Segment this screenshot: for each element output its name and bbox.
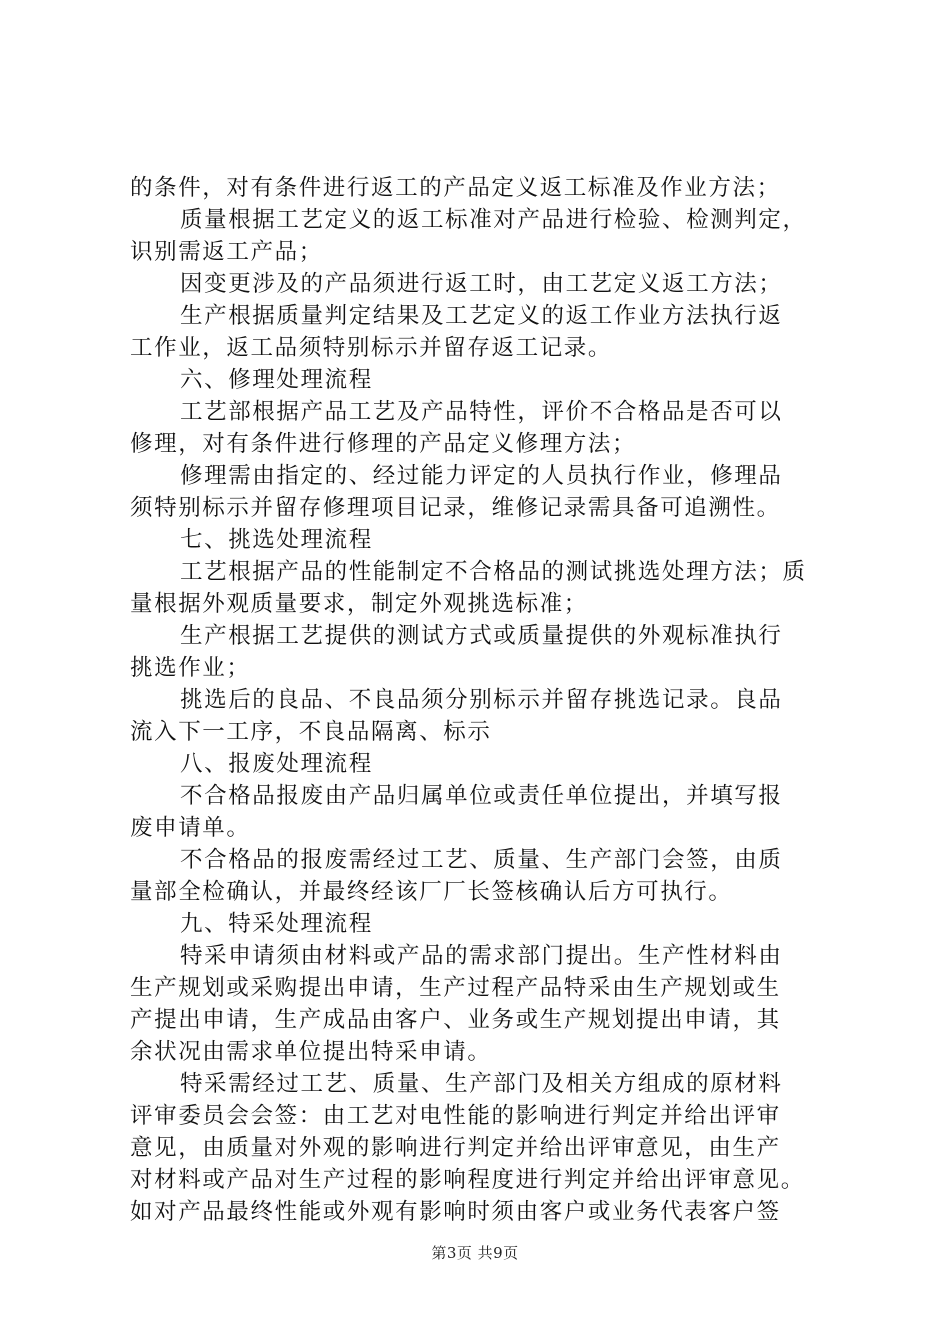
text-line: 意见，由质量对外观的影响进行判定并给出评审意见，由生产 [130,1135,781,1161]
section-heading: 七、挑选处理流程 [180,527,373,553]
text-line: 工作业，返工品须特别标示并留存返工记录。 [130,335,613,361]
text-line: 因变更涉及的产品须进行返工时，由工艺定义返工方法； [180,271,783,297]
text-line: 识别需返工产品； [130,239,323,265]
text-line: 生产规划或采购提出申请，生产过程产品特采由生产规划或生 [130,975,781,1001]
text-line: 流入下一工序，不良品隔离、标示 [130,719,492,745]
text-line: 挑选作业； [130,655,251,681]
text-line: 的条件，对有条件进行返工的产品定义返工标准及作业方法； [130,175,781,201]
text-line: 废申请单。 [130,815,251,841]
section-heading: 九、特采处理流程 [180,911,373,937]
section-heading: 八、报废处理流程 [180,751,373,777]
text-line: 特采需经过工艺、质量、生产部门及相关方组成的原材料 [180,1071,783,1097]
text-line: 生产根据工艺提供的测试方式或质量提供的外观标准执行 [180,623,783,649]
text-line: 对材料或产品对生产过程的影响程度进行判定并给出评审意见。 [130,1167,805,1193]
text-line: 质量根据工艺定义的返工标准对产品进行检验、检测判定， [180,207,807,233]
text-line: 余状况由需求单位提出特采申请。 [130,1039,492,1065]
text-line: 量根据外观质量要求，制定外观挑选标准； [130,591,588,617]
text-line: 须特别标示并留存修理项目记录，维修记录需具备可追溯性。 [130,495,781,521]
text-line: 评审委员会会签：由工艺对电性能的影响进行判定并给出评审 [130,1103,781,1129]
text-line: 修理，对有条件进行修理的产品定义修理方法； [130,431,637,457]
text-line: 量部全检确认，并最终经该厂厂长签核确认后方可执行。 [130,879,733,905]
page-number-footer: 第3页 共9页 [431,1244,519,1262]
text-line: 挑选后的良品、不良品须分别标示并留存挑选记录。良品 [180,687,783,713]
text-line: 修理需由指定的、经过能力评定的人员执行作业，修理品 [180,463,783,489]
document-body [130,172,830,1228]
text-line: 工艺部根据产品工艺及产品特性，评价不合格品是否可以 [180,399,783,425]
text-line: 如对产品最终性能或外观有影响时须由客户或业务代表客户签 [130,1199,781,1225]
text-line: 产提出申请，生产成品由客户、业务或生产规划提出申请，其 [130,1007,781,1033]
text-line: 特采申请须由材料或产品的需求部门提出。生产性材料由 [180,943,783,969]
text-line: 不合格品报废由产品归属单位或责任单位提出，并填写报 [180,783,783,809]
text-line: 生产根据质量判定结果及工艺定义的返工作业方法执行返 [180,303,783,329]
section-heading: 六、修理处理流程 [180,367,373,393]
text-line: 不合格品的报废需经过工艺、质量、生产部门会签，由质 [180,847,783,873]
text-line: 工艺根据产品的性能制定不合格品的测试挑选处理方法；质 [180,559,807,585]
